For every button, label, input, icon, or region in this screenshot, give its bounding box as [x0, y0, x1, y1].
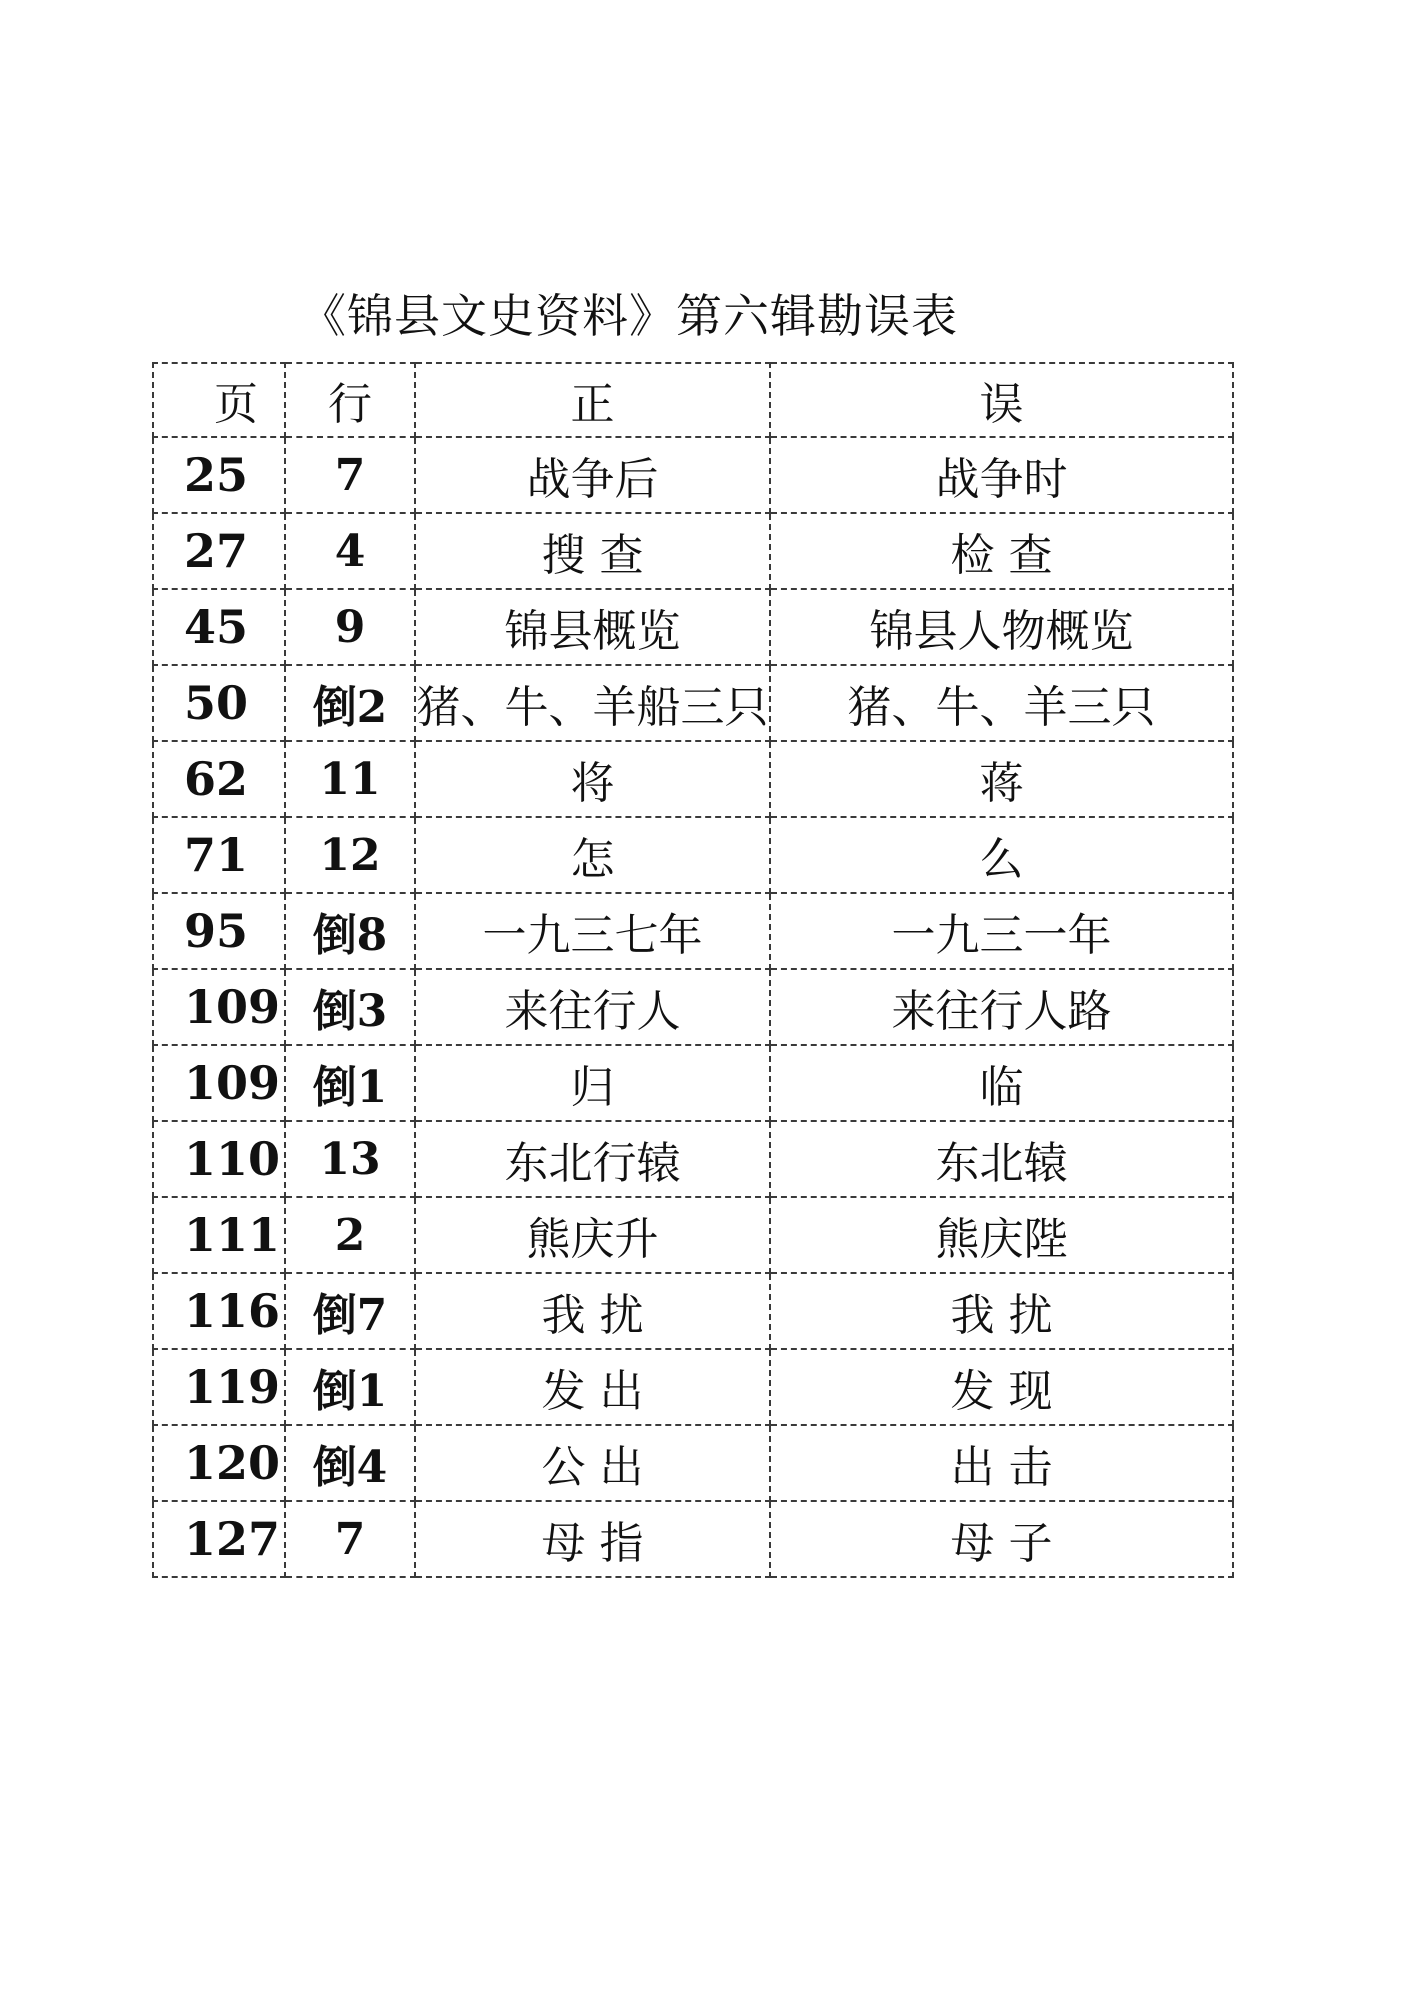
cell-correct: 一九三七年 [415, 893, 770, 969]
cell-line: 倒7 [285, 1273, 415, 1349]
cell-wrong: 东北辕 [770, 1121, 1233, 1197]
cell-line: 倒4 [285, 1425, 415, 1501]
table-row [153, 1045, 1233, 1121]
cell-wrong: 一九三一年 [770, 893, 1233, 969]
cell-wrong: 出 击 [770, 1425, 1233, 1501]
table-row [153, 513, 1233, 589]
table-row [153, 1197, 1233, 1273]
cell-correct: 将 [415, 741, 770, 817]
cell-line: 倒8 [285, 893, 415, 969]
table-row [153, 1273, 1233, 1349]
cell-wrong: 临 [770, 1045, 1233, 1121]
header-wrong: 误 [770, 363, 1233, 437]
header-line: 行 [285, 363, 415, 437]
table-row [153, 969, 1233, 1045]
cell-page: 45 [153, 589, 285, 665]
cell-line: 倒2 [285, 665, 415, 741]
cell-line: 倒1 [285, 1045, 415, 1121]
table-row [153, 1349, 1233, 1425]
cell-line: 2 [285, 1197, 415, 1273]
cell-correct: 怎 [415, 817, 770, 893]
cell-correct: 母 指 [415, 1501, 770, 1577]
header-page: 页 [153, 363, 285, 437]
cell-wrong: 发 现 [770, 1349, 1233, 1425]
page-title: 《锦县文史资料》第六辑勘误表 [300, 289, 958, 343]
table-row [153, 817, 1233, 893]
cell-correct: 战争后 [415, 437, 770, 513]
cell-line: 7 [285, 1501, 415, 1577]
cell-page: 50 [153, 665, 285, 741]
table-row [153, 1425, 1233, 1501]
cell-page: 25 [153, 437, 285, 513]
table-row [153, 1501, 1233, 1577]
table-row [153, 893, 1233, 969]
cell-correct: 来往行人 [415, 969, 770, 1045]
cell-page: 95 [153, 893, 285, 969]
cell-correct: 搜 查 [415, 513, 770, 589]
errata-table [152, 362, 1234, 1578]
cell-correct: 公 出 [415, 1425, 770, 1501]
cell-line: 7 [285, 437, 415, 513]
table-header-row [153, 363, 1233, 437]
cell-wrong: 蒋 [770, 741, 1233, 817]
cell-wrong: 来往行人路 [770, 969, 1233, 1045]
cell-wrong: 熊庆陛 [770, 1197, 1233, 1273]
cell-line: 11 [285, 741, 415, 817]
cell-line: 4 [285, 513, 415, 589]
cell-correct: 我 扰 [415, 1273, 770, 1349]
cell-line: 倒3 [285, 969, 415, 1045]
header-correct: 正 [415, 363, 770, 437]
cell-page: 127 [153, 1501, 285, 1577]
cell-line: 12 [285, 817, 415, 893]
cell-wrong: 锦县人物概览 [770, 589, 1233, 665]
cell-correct: 发 出 [415, 1349, 770, 1425]
table-row [153, 741, 1233, 817]
cell-correct: 猪、牛、羊船三只 [415, 665, 770, 741]
cell-line: 9 [285, 589, 415, 665]
table-row [153, 437, 1233, 513]
cell-page: 110 [153, 1121, 285, 1197]
cell-wrong: 母 子 [770, 1501, 1233, 1577]
cell-wrong: 战争时 [770, 437, 1233, 513]
cell-wrong: 猪、牛、羊三只 [770, 665, 1233, 741]
cell-correct: 锦县概览 [415, 589, 770, 665]
cell-page: 27 [153, 513, 285, 589]
cell-page: 71 [153, 817, 285, 893]
cell-wrong: 我 扰 [770, 1273, 1233, 1349]
cell-page: 111 [153, 1197, 285, 1273]
cell-wrong: 么 [770, 817, 1233, 893]
cell-page: 62 [153, 741, 285, 817]
cell-page: 120 [153, 1425, 285, 1501]
cell-correct: 熊庆升 [415, 1197, 770, 1273]
cell-page: 119 [153, 1349, 285, 1425]
cell-page: 116 [153, 1273, 285, 1349]
cell-page: 109 [153, 1045, 285, 1121]
cell-correct: 归 [415, 1045, 770, 1121]
cell-line: 倒1 [285, 1349, 415, 1425]
cell-page: 109 [153, 969, 285, 1045]
table-row [153, 589, 1233, 665]
table-row [153, 665, 1233, 741]
cell-line: 13 [285, 1121, 415, 1197]
cell-correct: 东北行辕 [415, 1121, 770, 1197]
cell-wrong: 检 查 [770, 513, 1233, 589]
table-row [153, 1121, 1233, 1197]
